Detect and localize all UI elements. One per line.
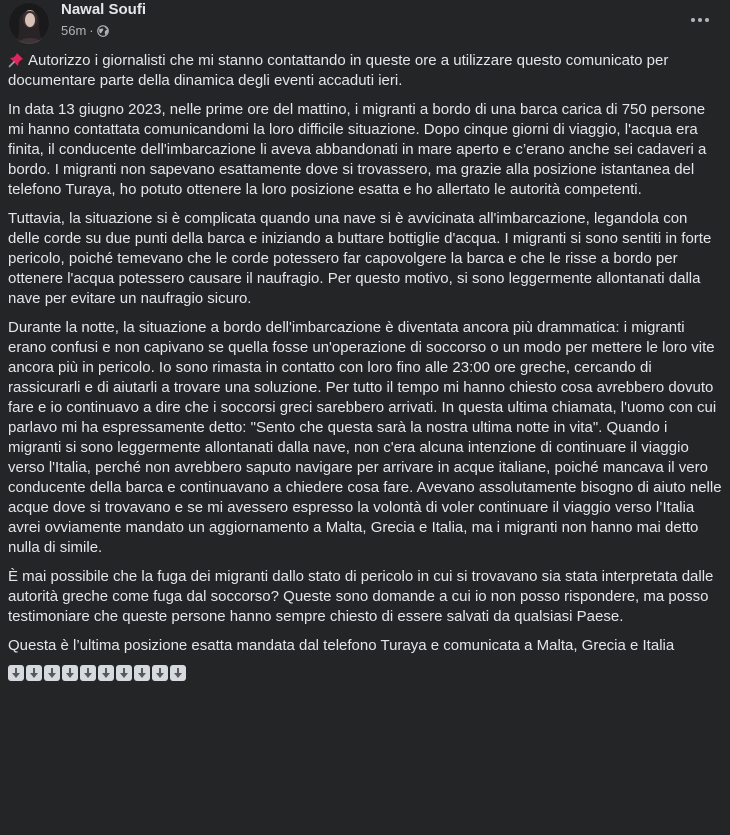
arrow-down-icon xyxy=(170,665,186,681)
post-body xyxy=(8,51,722,681)
arrow-down-icon xyxy=(26,665,42,681)
post-meta xyxy=(61,23,109,38)
paragraph xyxy=(8,51,722,91)
paragraph-text: Autorizzo i giornalisti che mi stanno contattando in queste ore a utilizzare questo comunicato per documentare parte della dinamica degli eventi accaduti ieri. xyxy=(8,52,669,89)
arrow-down-icon xyxy=(98,665,114,681)
meta-separator: · xyxy=(89,23,94,38)
paragraph: In data 13 giugno 2023, nelle prime ore del mattino, i migranti a bordo di una barca carica di 750 persone mi hanno contattata comunicandomi la loro difficile situazione. Dopo cinque giorni di viaggio, l'acqua era finita, il conducente dell'imbarcazione li aveva abbandonati in mare aperto e c’erano anche sei cadaveri a bordo. I migranti non sapevano esattamente dove si trovassero, ma grazie alla posizione istantanea del telefono Turaya, ho potuto ottenere la loro posizione esatta e ho allertato le autorità competenti. xyxy=(8,101,707,198)
more-dot xyxy=(698,18,702,22)
arrow-down-icon xyxy=(44,665,60,681)
arrow-down-icon xyxy=(80,665,96,681)
pushpin-icon xyxy=(8,52,24,68)
arrow-down-icon xyxy=(116,665,132,681)
timestamp[interactable]: 56m xyxy=(61,23,87,38)
more-options-button[interactable] xyxy=(682,6,718,34)
globe-icon[interactable] xyxy=(97,25,109,37)
arrow-down-icon xyxy=(62,665,78,681)
arrow-down-icon xyxy=(152,665,168,681)
avatar[interactable] xyxy=(8,2,50,44)
more-dot xyxy=(691,18,695,22)
more-dot xyxy=(705,18,709,22)
paragraph: Durante la notte, la situazione a bordo dell'imbarcazione è diventata ancora più drammatica: i migranti erano confusi e non capivano se quella fosse un'operazione di soccorso o un modo per mettere le loro vite ancora più in pericolo. Io sono rimasta in contatto con loro fino alle 23:00 ore greche, cercando di rassicurarli e di aiutarli a trovare una soluzione. Per tutto il tempo mi hanno chiesto cosa avrebbero dovuto fare e io continuavo a dire che i soccorsi greci sarebbero arrivati. In questa ultima chiamata, l'uomo con cui parlavo mi ha espressamente detto: "Sento che questa sarà la nostra ultima notte in vita". Quando i migranti si sono leggermente allontanati dalla nave, non c'era alcuna intenzione di continuare il viaggio verso l'Italia, perché non avrebbero saputo navigare per arrivare in acque italiane, poiché mancava il vero conducente della barca e continuavano a chiedere cosa fare. Avevano assolutamente bisogno di aiuto nelle acque dove si trovavano e se mi avessero espresso la volontà di voler continuare il viaggio verso l’Italia avrei ovviamente mandato un aggiornamento a Malta, Grecia e Italia, ma i migranti non hanno mai detto nulla di simile. xyxy=(8,319,722,556)
paragraph: Tuttavia, la situazione si è complicata quando una nave si è avvicinata all'imbarcazione, legandola con delle corde su due punti della barca e iniziando a buttare bottiglie d'acqua. I migranti si sono sentiti in forte pericolo, poiché temevano che le corde potessero far capovolgere la barca e che le risse a bordo per ottenere l'acqua potessero causare il naufragio. Per questo motivo, si sono leggermente allontanati dalla nave per evitare un naufragio sicuro. xyxy=(8,210,712,307)
author-name[interactable]: Nawal Soufi xyxy=(61,1,147,18)
paragraph: Questa è l’ultima posizione esatta mandata dal telefono Turaya e comunicata a Malta, Grecia e Italia xyxy=(8,637,675,654)
paragraph: È mai possibile che la fuga dei migranti dallo stato di pericolo in cui si trovavano sia stata interpretata dalle autorità greche come fuga dal soccorso? Queste sono domande a cui io non posso rispondere, ma posso testimoniare che queste persone hanno sempre chiesto di essere salvati da qualsiasi Paese. xyxy=(8,568,714,625)
arrow-down-icon xyxy=(134,665,150,681)
arrow-down-icon xyxy=(8,665,24,681)
arrow-row xyxy=(8,665,722,681)
post-header xyxy=(8,0,722,46)
